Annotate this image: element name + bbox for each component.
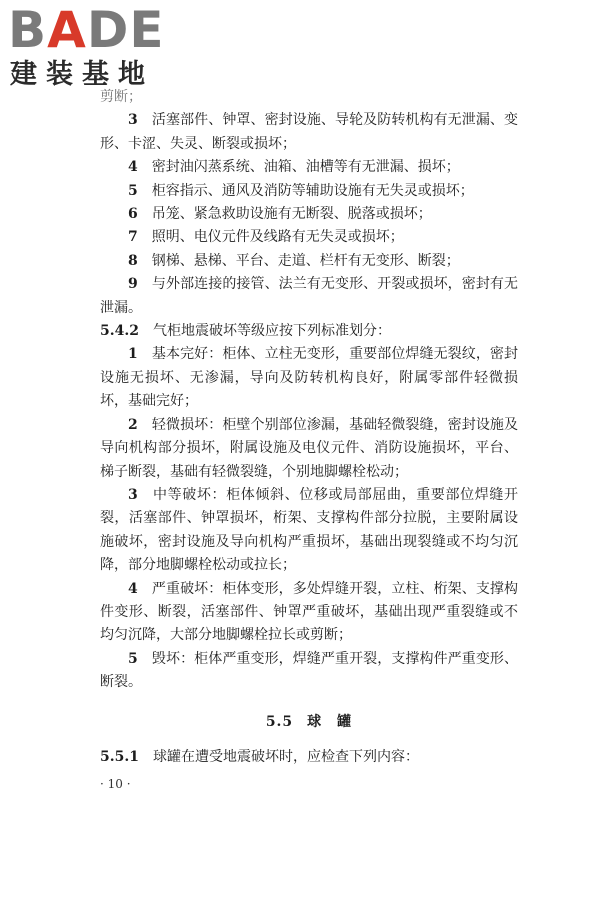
list-item: 7 照明、电仪元件及线路有无失灵或损坏； bbox=[128, 229, 404, 246]
clause-5-4-2: 5.4.2 气柜地震破坏等级应按下列标准划分： bbox=[100, 323, 391, 340]
grade-item: 3 中等破坏：柜体倾斜、位移或局部屈曲，重要部位焊缝开裂，活塞部件、钟罩损坏，桁架、支撑构件部分拉脱，主要附属设施破坏，密封设施及导向机构严重损坏，基础出现裂缝或不均匀沉降，部分地脚螺栓松动或拉长； bbox=[100, 486, 518, 574]
list-item: 6 吊笼、紧急救助设施有无断裂、脱落或损坏； bbox=[128, 206, 432, 223]
grade-item: 4 严重破坏：柜体变形，多处焊缝开裂，立柱、桁架、支撑构件变形、断裂，活塞部件、钟罩严重破坏，基础出现严重裂缝或不均匀沉降，大部分地脚螺栓拉长或剪断； bbox=[100, 580, 519, 644]
list-item: 5 柜容指示、通风及消防等辅助设施有无失灵或损坏； bbox=[128, 182, 474, 199]
grade-item: 2 轻微损坏：柜壁个别部位渗漏，基础轻微裂缝，密封设施及导向机构部分损坏，附属设施及电仪元件、消防设施损坏，平台、梯子断裂，基础有轻微裂缝，个别地脚螺栓松动； bbox=[100, 416, 519, 480]
clause-5-5-1: 5.5.1 球罐在遭受地震破坏时，应检查下列内容： bbox=[100, 748, 419, 765]
list-item: 8 钢梯、悬梯、平台、走道、栏杆有无变形、断裂； bbox=[128, 252, 460, 269]
grade-item: 5 毁坏：柜体严重变形，焊缝严重开裂，支撑构件严重变形、断裂。 bbox=[100, 650, 519, 691]
document-body bbox=[100, 86, 518, 797]
list-item: 9 与外部连接的接管、法兰有无变形、开裂或损坏，密封有无泄漏。 bbox=[100, 276, 519, 316]
bade-logo bbox=[8, 1, 178, 96]
list-item: 剪断； bbox=[100, 89, 142, 105]
logo-wordmark: BADE bbox=[8, 1, 165, 59]
logo-subtitle: 建装基地 bbox=[10, 59, 154, 90]
section-heading: 5.5 球 罐 bbox=[265, 713, 353, 730]
page-number: · 10 · bbox=[100, 777, 131, 792]
grade-item: 1 基本完好：柜体、立柱无变形，重要部位焊缝无裂纹，密封设施无损坏、无渗漏，导向及防转机构良好，附属零部件轻微损坏，基础完好； bbox=[100, 346, 519, 410]
list-item: 4 密封油闪蒸系统、油箱、油槽等有无泄漏、损坏； bbox=[128, 159, 460, 176]
list-item: 3 活塞部件、钟罩、密封设施、导轮及防转机构有无泄漏、变形、卡涩、失灵、断裂或损坏； bbox=[100, 112, 519, 152]
